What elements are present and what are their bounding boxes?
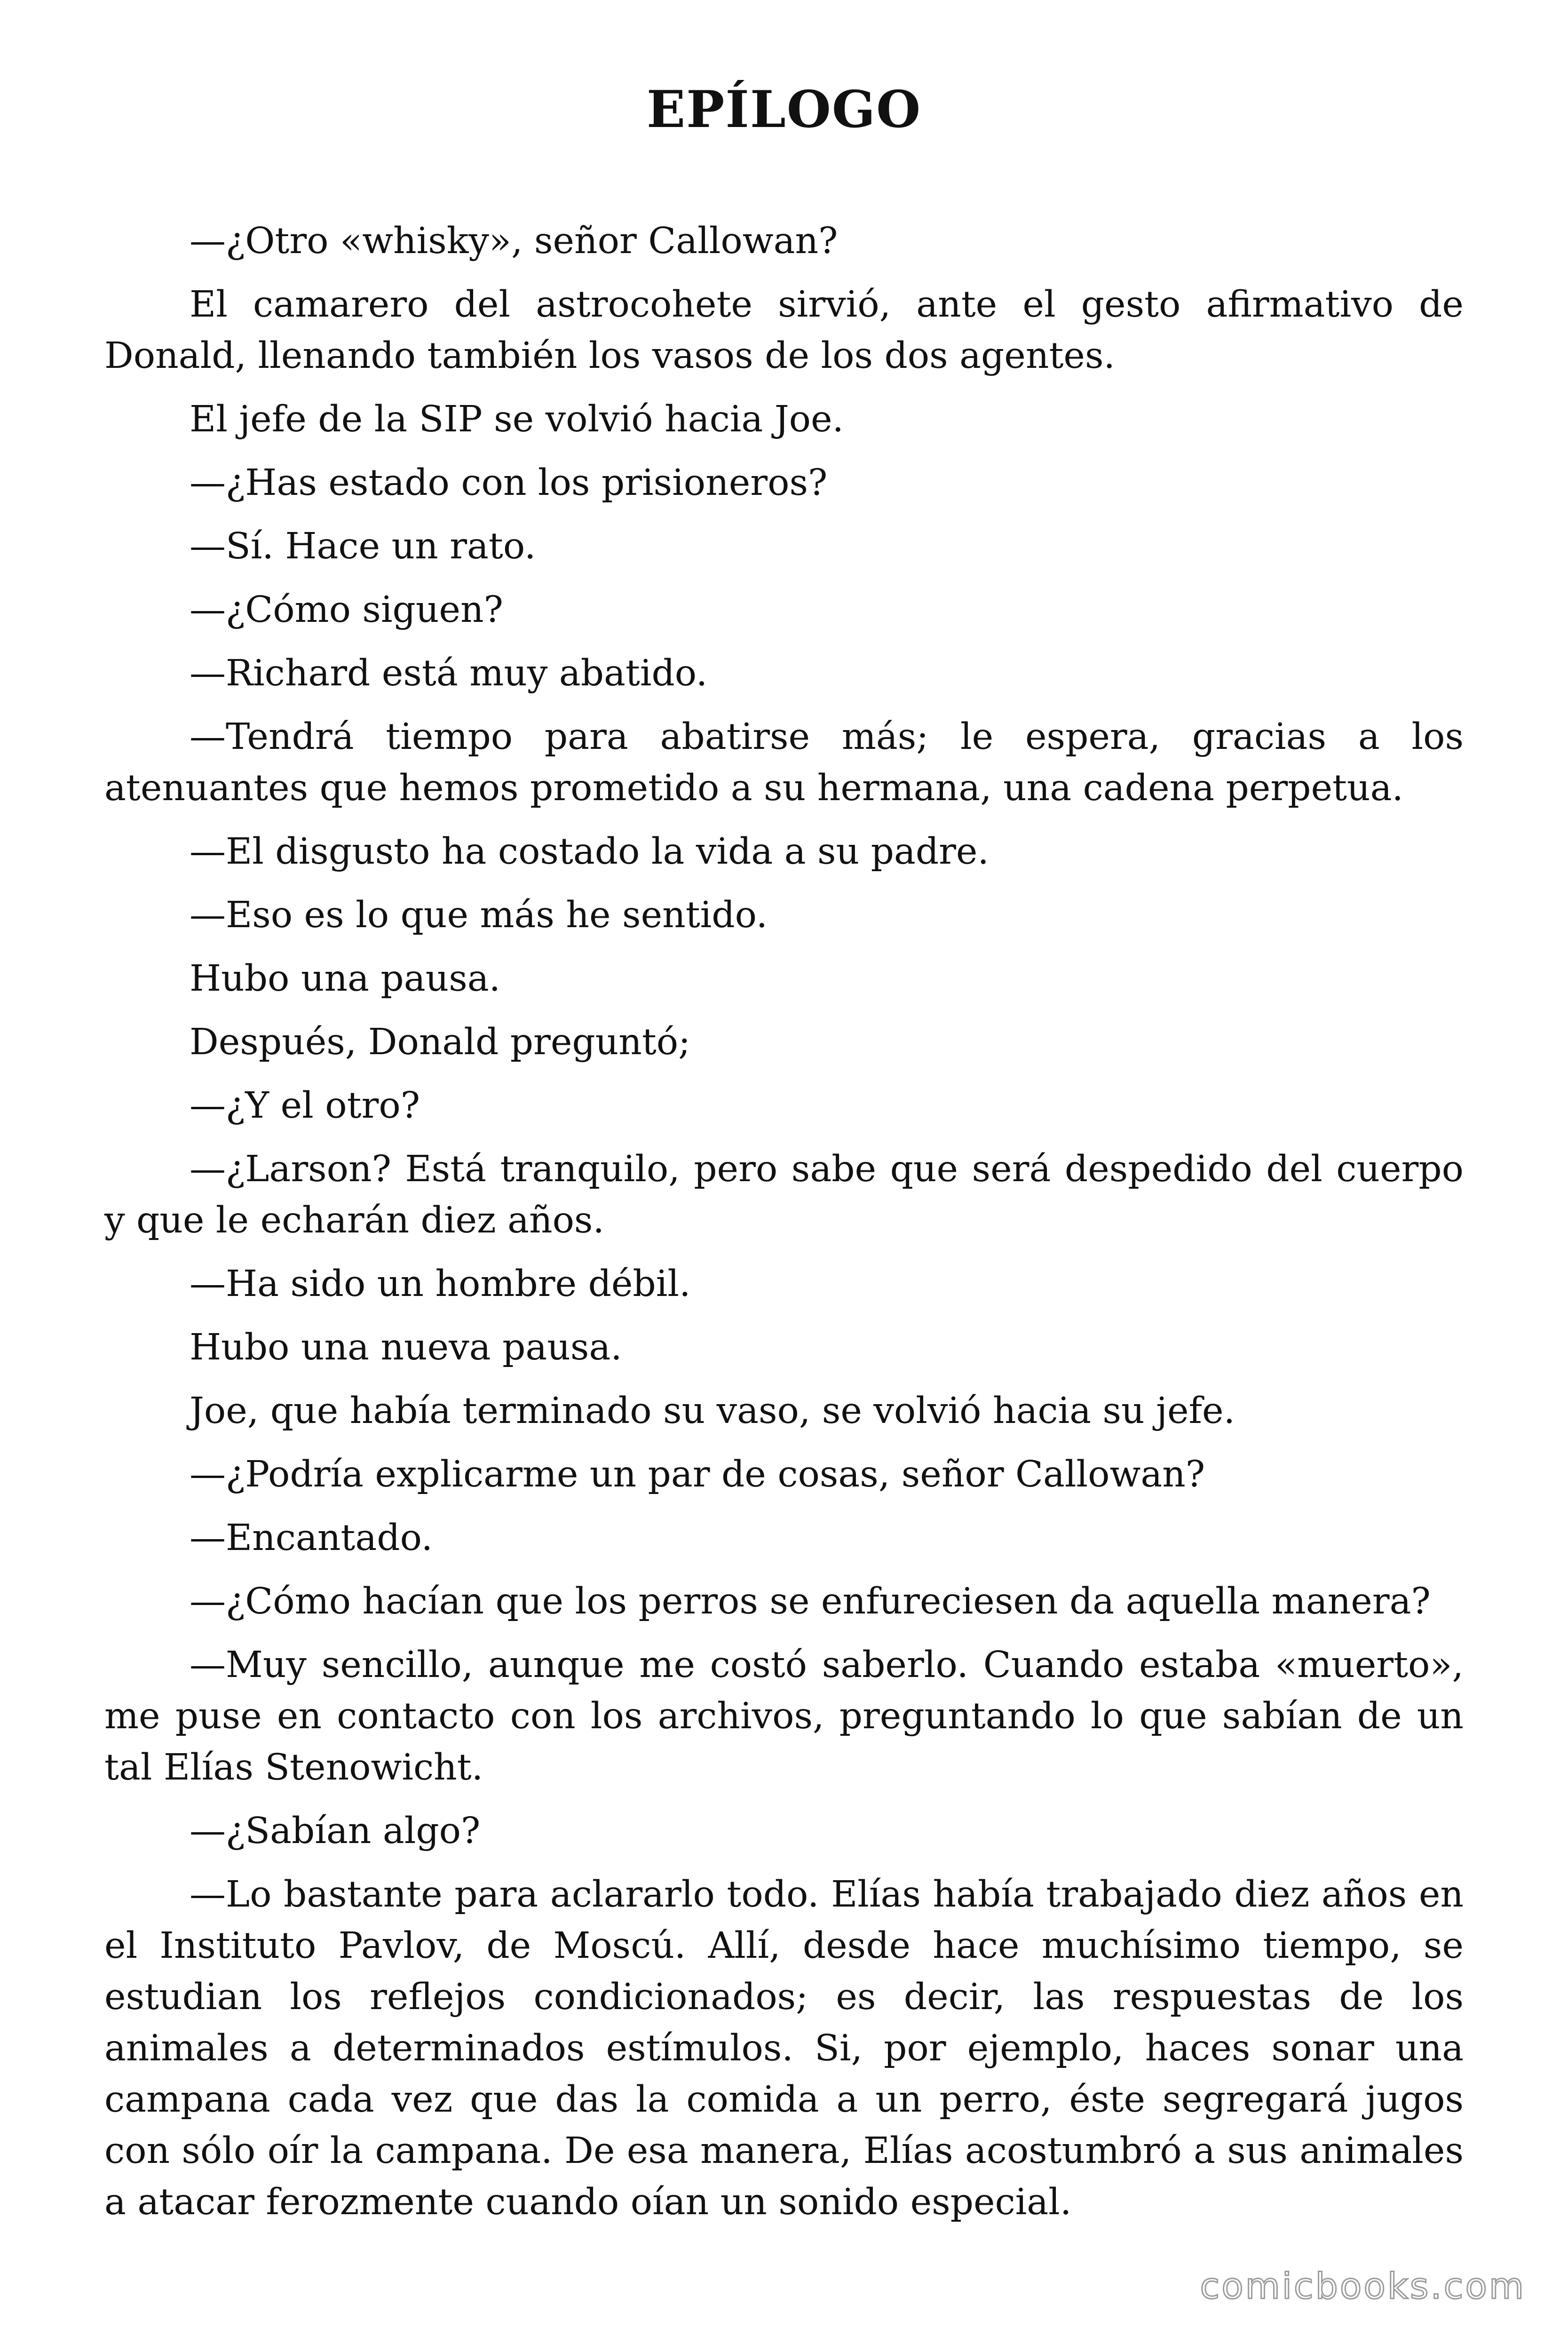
paragraph: —¿Sabían algo? bbox=[190, 1810, 481, 1852]
paragraph: —Richard está muy abatido. bbox=[190, 652, 708, 694]
paragraph: —Encantado. bbox=[190, 1517, 433, 1559]
paragraph: —Lo bastante para aclararlo todo. Elías había trabajado diez años en el Instituto Pavlov, de Moscú. Allí, desde hace muchísimo tiempo, se estudian los reflejos condicionados; es decir, las respuestas de los animales a determinados estímulos. Si, por ejemplo, haces sonar una campana cada vez que das la comida a un perro, éste segregará jugos con sólo oír la campana. De esa manera, Elías acostumbró a sus animales a atacar ferozmente cuando oían un sonido especial. bbox=[104, 1874, 1464, 2223]
paragraph: —Muy sencillo, aunque me costó saberlo. Cuando estaba «muerto», me puse en contacto con los archivos, preguntando lo que sabían de un tal Elías Stenowicht. bbox=[104, 1644, 1464, 1788]
paragraph: —Tendrá tiempo para abatirse más; le espera, gracias a los atenuantes que hemos prometido a su hermana, una cadena perpetua. bbox=[104, 716, 1464, 809]
paragraph: —¿Has estado con los prisioneros? bbox=[190, 462, 828, 504]
paragraph: Después, Donald preguntó; bbox=[190, 1021, 691, 1063]
paragraph: —Eso es lo que más he sentido. bbox=[190, 894, 768, 936]
watermark: comicbooks.com bbox=[1200, 2265, 1526, 2307]
paragraph: Joe, que había terminado su vaso, se volvió hacia su jefe. bbox=[190, 1390, 1235, 1432]
paragraph: —¿Podría explicarme un par de cosas, señor Callowan? bbox=[190, 1454, 1205, 1495]
paragraph: —¿Otro «whisky», señor Callowan? bbox=[190, 220, 838, 262]
chapter-title: EPÍLOGO bbox=[646, 80, 922, 139]
paragraph: —¿Y el otro? bbox=[190, 1085, 420, 1127]
paragraph: Hubo una pausa. bbox=[190, 958, 501, 1000]
paragraph: —Sí. Hace un rato. bbox=[190, 525, 536, 567]
paragraph: —¿Larson? Está tranquilo, pero sabe que será despedido del cuerpo y que le echarán diez años. bbox=[104, 1148, 1464, 1241]
paragraph: —Ha sido un hombre débil. bbox=[190, 1263, 691, 1305]
paragraph: —El disgusto ha costado la vida a su padre. bbox=[190, 831, 989, 873]
chapter-body bbox=[104, 215, 1464, 2240]
paragraph: —¿Cómo hacían que los perros se enfureciesen da aquella manera? bbox=[190, 1581, 1431, 1622]
paragraph: —¿Cómo siguen? bbox=[190, 589, 503, 631]
paragraph: El camarero del astrocohete sirvió, ante el gesto afirmativo de Donald, llenando también los vasos de los dos agentes. bbox=[104, 284, 1464, 377]
paragraph: Hubo una nueva pausa. bbox=[190, 1327, 622, 1368]
paragraph: El jefe de la SIP se volvió hacia Joe. bbox=[190, 398, 844, 440]
